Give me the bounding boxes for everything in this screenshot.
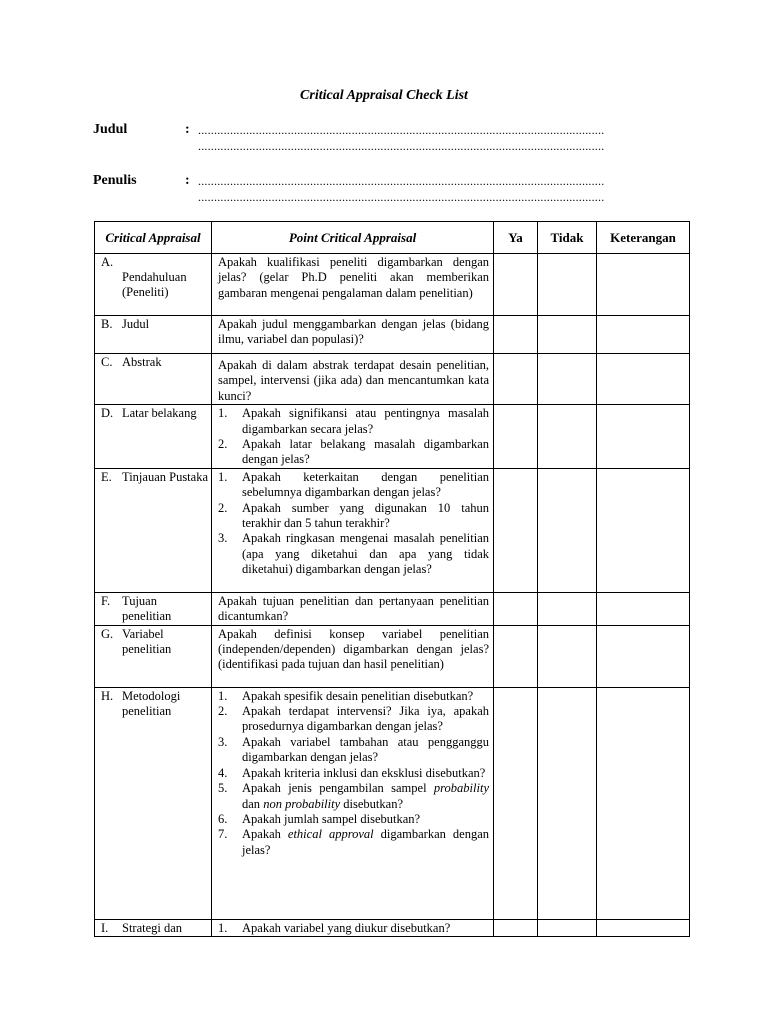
item-text-italic: ethical approval (287, 827, 374, 842)
keterangan-cell[interactable] (597, 625, 690, 687)
tidak-cell[interactable] (538, 316, 597, 354)
category-name: Tujuan penelitian (122, 593, 172, 624)
item-text-italic: probability (433, 781, 489, 796)
table-row (95, 254, 690, 316)
list-item (218, 766, 489, 781)
judul-dots-line-1: ............................................................................................................................... (198, 123, 605, 137)
category-letter: G. (101, 626, 114, 641)
penulis-field (93, 173, 678, 209)
category-letter: F. (101, 593, 111, 608)
list-item (218, 812, 489, 827)
table-row (95, 405, 690, 469)
table-row (95, 919, 690, 936)
category-letter: A. (101, 255, 114, 269)
item-number: 1. (218, 688, 228, 703)
point-text: Apakah judul menggambarkan dengan jelas (bidang ilmu, variabel dan populasi)? (218, 317, 489, 347)
judul-dots-line-2: ............................................................................................................................... (198, 139, 605, 153)
table-header-row (95, 222, 690, 254)
category-name: Metodologi penelitian (122, 688, 181, 719)
keterangan-cell[interactable] (597, 468, 690, 592)
item-text: Apakah variabel tambahan atau pengganggu digambarkan dengan jelas? (242, 734, 489, 765)
item-number: 4. (218, 765, 228, 780)
tidak-cell[interactable] (538, 254, 597, 316)
list-item (218, 689, 489, 704)
table-row (95, 316, 690, 354)
list-item (218, 470, 489, 501)
header-keterangan: Keterangan (597, 222, 690, 254)
item-number: 5. (218, 781, 228, 796)
penulis-dots-line-2: ............................................................................................................................... (198, 190, 605, 204)
point-cell (212, 254, 494, 316)
category-name: Strategi dan (122, 920, 183, 935)
point-cell (212, 316, 494, 354)
item-number: 1. (218, 469, 228, 484)
list-item (218, 406, 489, 437)
tidak-cell[interactable] (538, 405, 597, 469)
category-cell (95, 468, 212, 592)
list-item (218, 781, 489, 812)
ya-cell[interactable] (494, 919, 538, 936)
ya-cell[interactable] (494, 592, 538, 625)
point-cell (212, 405, 494, 469)
keterangan-cell[interactable] (597, 354, 690, 405)
item-text-part: dan (242, 796, 264, 811)
point-list (218, 406, 489, 468)
point-text: Apakah kualifikasi peneliti digambarkan dengan jelas? (gelar Ph.D peneliti akan memberikan gambaran mengenai pengalaman dalam penelitian) (218, 255, 489, 300)
table-row (95, 468, 690, 592)
keterangan-cell[interactable] (597, 254, 690, 316)
category-letter: H. (101, 688, 114, 703)
item-text: Apakah keterkaitan dengan penelitian sebelumnya digambarkan dengan jelas? (242, 469, 489, 500)
keterangan-cell[interactable] (597, 592, 690, 625)
category-cell (95, 592, 212, 625)
category-cell (95, 316, 212, 354)
judul-field (93, 122, 678, 158)
header-tidak: Tidak (538, 222, 597, 254)
item-text (242, 827, 489, 858)
judul-label: Judul (93, 122, 128, 137)
item-text: Apakah spesifik desain penelitian disebutkan? (242, 688, 474, 703)
list-item (218, 704, 489, 735)
tidak-cell[interactable] (538, 468, 597, 592)
point-cell (212, 592, 494, 625)
keterangan-cell[interactable] (597, 405, 690, 469)
category-name: Abstrak (122, 355, 162, 369)
item-text-part: disebutkan? (340, 796, 403, 811)
item-number: 2. (218, 704, 228, 719)
table-row (95, 354, 690, 405)
item-text: Apakah latar belakang masalah digambarkan dengan jelas? (242, 437, 489, 467)
penulis-colon: : (185, 173, 190, 188)
item-number: 7. (218, 827, 228, 842)
table-row (95, 625, 690, 687)
category-cell (95, 354, 212, 405)
point-text: Apakah definisi konsep variabel penelitian (independen/dependen) digambarkan dengan jelas? (identifikasi pada tujuan dan hasil penelitian) (218, 626, 489, 672)
ya-cell[interactable] (494, 316, 538, 354)
keterangan-cell[interactable] (597, 687, 690, 919)
category-cell (95, 405, 212, 469)
ya-cell[interactable] (494, 625, 538, 687)
penulis-dots-line-1: ............................................................................................................................... (198, 174, 605, 188)
ya-cell[interactable] (494, 468, 538, 592)
point-cell (212, 354, 494, 405)
table-row (95, 687, 690, 919)
item-number: 6. (218, 811, 228, 826)
category-name: Pendahuluan (Peneliti) (122, 270, 187, 300)
category-name: Judul (122, 317, 150, 331)
point-cell (212, 919, 494, 936)
header-critical-appraisal: Critical Appraisal (95, 222, 212, 254)
item-text: Apakah kriteria inklusi dan eksklusi disebutkan? (242, 765, 486, 780)
point-text: Apakah tujuan penelitian dan pertanyaan penelitian dicantumkan? (218, 593, 489, 624)
list-item (218, 735, 489, 766)
category-cell (95, 919, 212, 936)
point-list (218, 689, 489, 858)
tidak-cell[interactable] (538, 592, 597, 625)
point-cell (212, 468, 494, 592)
list-item (218, 827, 489, 858)
table-row (95, 592, 690, 625)
point-cell (212, 687, 494, 919)
item-text-part: digambarkan dengan jelas? (242, 827, 490, 857)
list-item (218, 437, 489, 468)
category-letter: D. (101, 406, 114, 421)
keterangan-cell[interactable] (597, 316, 690, 354)
list-item (218, 921, 489, 936)
category-letter: E. (101, 469, 112, 484)
keterangan-cell[interactable] (597, 919, 690, 936)
item-text: Apakah variabel yang diukur disebutkan? (242, 920, 451, 935)
item-number: 2. (218, 437, 228, 452)
tidak-cell[interactable] (538, 625, 597, 687)
item-text: Apakah terdapat intervensi? Jika iya, apakah prosedurnya digambarkan dengan jelas? (242, 704, 489, 734)
list-item (218, 531, 489, 577)
ya-cell[interactable] (494, 354, 538, 405)
item-text: Apakah ringkasan mengenai masalah penelitian (apa yang diketahui dan apa yang tidak diketahui) digambarkan dengan jelas? (242, 531, 489, 577)
item-text-part: Apakah jenis pengambilan sampel (242, 781, 434, 796)
tidak-cell[interactable] (538, 687, 597, 919)
header-point-critical-appraisal: Point Critical Appraisal (212, 222, 494, 254)
item-text-italic: non probability (263, 796, 341, 811)
point-list (218, 921, 489, 936)
list-item (218, 501, 489, 532)
item-number: 1. (218, 920, 228, 935)
ya-cell[interactable] (494, 405, 538, 469)
item-number: 2. (218, 500, 228, 515)
penulis-label: Penulis (93, 173, 137, 188)
item-text: Apakah jumlah sampel disebutkan? (242, 811, 421, 826)
category-name: Tinjauan Pustaka (122, 469, 208, 484)
item-text: Apakah signifikansi atau pentingnya masalah digambarkan secara jelas? (242, 406, 489, 436)
category-cell (95, 687, 212, 919)
category-cell (95, 254, 212, 316)
category-name: Latar belakang (122, 406, 197, 421)
ya-cell[interactable] (494, 687, 538, 919)
category-cell (95, 625, 212, 687)
tidak-cell[interactable] (538, 354, 597, 405)
item-text: Apakah sumber yang digunakan 10 tahun terakhir dan 5 tahun terakhir? (242, 500, 489, 531)
appraisal-table (94, 221, 690, 937)
category-letter: B. (101, 317, 113, 331)
page-title: Critical Appraisal Check List (300, 88, 468, 103)
item-number: 1. (218, 406, 228, 421)
item-text (242, 781, 489, 812)
point-cell (212, 625, 494, 687)
item-text-part: Apakah (242, 827, 288, 842)
point-list (218, 470, 489, 578)
item-number: 3. (218, 531, 228, 546)
item-number: 3. (218, 734, 228, 749)
tidak-cell[interactable] (538, 919, 597, 936)
category-letter: C. (101, 355, 113, 369)
category-letter: I. (101, 920, 109, 935)
judul-colon: : (185, 122, 190, 137)
ya-cell[interactable] (494, 254, 538, 316)
category-name: Variabel penelitian (122, 626, 172, 657)
header-ya: Ya (494, 222, 538, 254)
point-text: Apakah di dalam abstrak terdapat desain penelitian, sampel, intervensi (jika ada) dan mencantumkan kata kunci? (218, 358, 489, 403)
